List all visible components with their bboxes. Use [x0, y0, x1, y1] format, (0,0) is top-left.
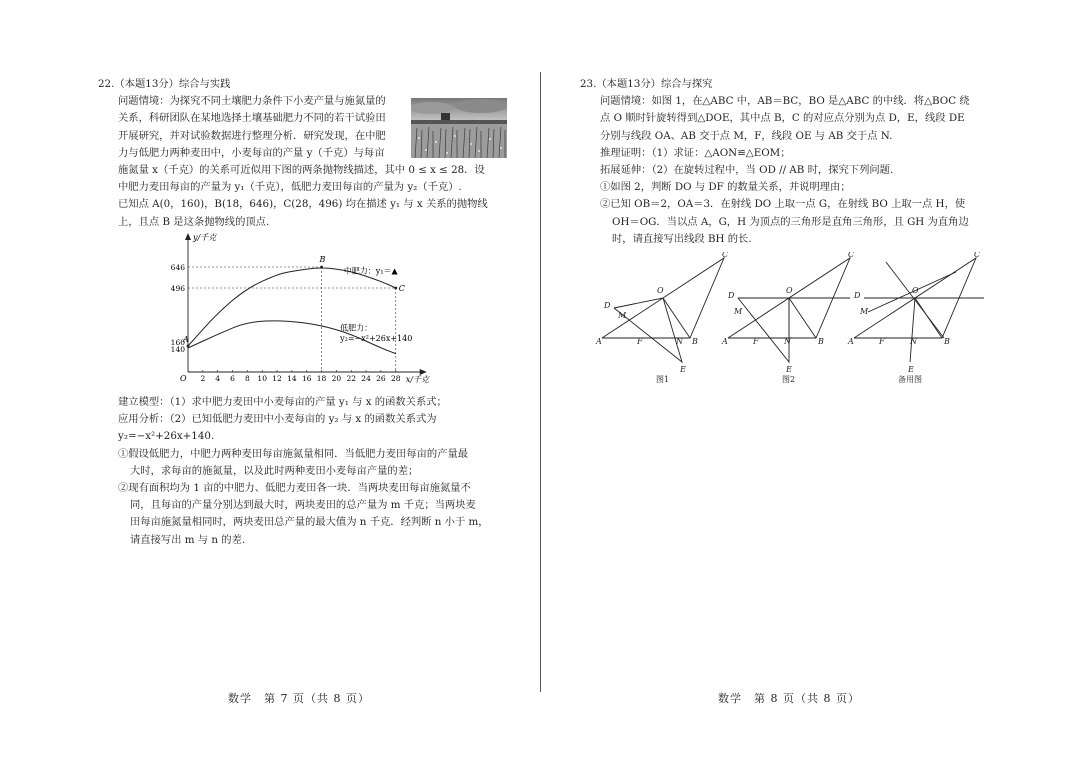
svg-text:C: C	[974, 252, 981, 259]
q22-sub2-cont: 田每亩施氮量相同时，两块麦田总产量的最大值为 n 千克．经判断 n 小于 m，	[130, 516, 489, 529]
q22-sub2-cont: 同，且每亩的产量分别达到最大时，两块麦田的总产量为 m 千克；当两块麦	[130, 499, 476, 512]
svg-text:F: F	[637, 337, 643, 346]
y-tick-label: 496	[170, 284, 185, 293]
parabola-chart	[166, 230, 476, 390]
point-label-C: C	[398, 284, 405, 293]
q23-intro-line: 问题情境：如图 1，在△ABC 中，AB＝BC，BO 是△ABC 的中线．将△BOC 绕	[600, 95, 970, 108]
low-fertility-annotation: 低肥力：	[340, 323, 373, 333]
svg-text:D: D	[604, 301, 611, 310]
q22-tasks	[118, 394, 510, 549]
x-tick-label: 28	[390, 374, 401, 383]
point-B	[320, 266, 323, 269]
svg-text:M: M	[860, 307, 869, 316]
point-A	[187, 345, 190, 348]
q22-heading: 22.（本题13分）综合与实践	[98, 78, 231, 90]
x-tick-label: 20	[331, 374, 342, 383]
backup-figure-label: 备用图	[898, 375, 922, 384]
q23-sub1: ①如图 2，判断 DO 与 DF 的数量关系，并说明理由；	[600, 181, 851, 194]
q22-intro-line: 中肥力麦田每亩的产量为 y₁（千克），低肥力麦田每亩的产量为 y₂（千克）.	[118, 181, 462, 194]
y-axis-arrow	[185, 233, 191, 240]
q22-intro-line: 施氮量 x（千克）的关系可近似用下图的两条抛物线描述，其中 0 ≤ x ≤ 28．设	[118, 164, 485, 177]
x-tick-label: 4	[215, 374, 221, 383]
column-divider	[540, 72, 541, 692]
q22-apply-text: 应用分析：（2）已知低肥力麦田中小麦每亩的 y₂ 与 x 的函数关系式为 y₂=−x²+26x+140.	[118, 413, 437, 443]
y-tick-label: 140	[170, 345, 185, 354]
q23-intro-line: 点 O 顺时针旋转得到△DOE，其中点 B，C 的对应点分别为点 D，E，线段 DE	[600, 112, 965, 125]
svg-text:B: B	[818, 337, 824, 346]
q22-intro-line: 上，且点 B 是这条抛物线的顶点.	[118, 215, 270, 228]
x-tick-label: 26	[376, 374, 386, 383]
svg-text:D: D	[854, 291, 861, 300]
svg-text:E: E	[680, 365, 686, 374]
q22-intro-line: 开展研究，并对试验数据进行整理分析．研究发现，在中肥	[118, 129, 386, 142]
x-axis-label: x/千克	[405, 375, 429, 384]
q23-sub2-cont: OH＝OG．当以点 A，G，H 为顶点的三角形是直角三角形，且 GH 为直角边	[612, 215, 969, 228]
svg-text:E: E	[786, 365, 792, 374]
page-8-footer: 数学 第 8 页（共 8 页）	[718, 692, 860, 705]
svg-text:N: N	[784, 337, 791, 346]
svg-text:O: O	[657, 286, 664, 295]
q22-intro-line: 问题情境：为探究不同土壤肥力条件下小麦产量与施氮量的	[118, 95, 386, 108]
svg-text:A: A	[722, 337, 728, 346]
svg-text:D: D	[728, 291, 735, 300]
x-tick-label: 24	[361, 374, 371, 383]
question-22	[98, 76, 510, 546]
svg-text:A: A	[596, 337, 602, 346]
svg-text:M: M	[618, 311, 627, 320]
point-label-B: B	[319, 255, 326, 264]
point-label-A: A	[183, 335, 189, 344]
q23-sub2-cont: 时，请直接写出线段 BH 的长.	[612, 232, 752, 245]
figure-1-label: 图1	[656, 375, 670, 384]
wheat-field-photo	[411, 98, 507, 158]
svg-text:B: B	[944, 337, 950, 346]
q22-sub1-cont: 大时，求每亩的施氮量，以及此时两种麦田小麦每亩产量的差；	[130, 464, 419, 477]
svg-text:B: B	[692, 337, 698, 346]
q23-heading: 23.（本题13分）综合与探究	[580, 78, 713, 90]
origin-label: O	[180, 374, 187, 383]
svg-text:A: A	[848, 337, 854, 346]
low-fertility-formula: y₂=−x²+26x+140	[340, 333, 413, 343]
y-tick-label: 646	[170, 263, 185, 272]
chart-guides	[188, 267, 396, 372]
chart-axes	[185, 233, 427, 375]
x-tick-label: 2	[200, 374, 206, 383]
point-C	[394, 287, 397, 290]
y-tick-label: 160	[170, 338, 185, 347]
x-tick-label: 16	[301, 374, 312, 383]
svg-text:E: E	[908, 365, 914, 374]
y-axis-label: y/千克	[193, 233, 217, 242]
q22-model-text: 建立模型：（1）求中肥力麦田中小麦每亩的产量 y₁ 与 x 的函数关系式；	[118, 396, 447, 408]
q22-model	[118, 394, 510, 411]
x-tick-label: 8	[244, 374, 250, 383]
q23-intro	[600, 93, 988, 248]
q23-prove: 推理证明：（1）求证：△AON≌△EOM；	[600, 146, 791, 159]
figure-2-diagram	[728, 258, 850, 362]
q23-extend: 拓展延伸：（2）在旋转过程中，当 OD // AB 时，探究下列问题.	[600, 164, 894, 177]
q22-sub2: ②现有面积均为 1 亩的中肥力、低肥力麦田各一块．当两块麦田每亩施氮量不	[118, 482, 471, 495]
svg-text:O: O	[786, 286, 793, 295]
medium-fertility-annotation: 中肥力：y₁＝▲	[343, 266, 398, 276]
q22-intro-line: 已知点 A(0，160)，B(18，646)，C(28，496) 均在描述 y₁ 与 x 关系的抛物线	[118, 198, 488, 211]
svg-text:M: M	[734, 307, 743, 316]
x-tick-label: 10	[257, 374, 267, 383]
q22-intro-line: 关系，科研团队在某地选择土壤基础肥力不同的若干试验田	[118, 112, 386, 125]
x-tick-label: 14	[287, 374, 297, 383]
q23-sub2: ②已知 OB＝2，OA＝3．在射线 DO 上取一点 G，在射线 BO 上取一点 H，使	[600, 198, 966, 211]
chart-labels	[171, 233, 430, 384]
x-tick-label: 12	[272, 374, 282, 383]
q22-sub2-cont: 请直接写出 m 与 n 的差.	[130, 533, 246, 546]
page-7-footer: 数学 第 7 页（共 8 页）	[228, 692, 370, 705]
svg-text:F: F	[753, 337, 759, 346]
q22-apply	[118, 411, 510, 445]
svg-text:N: N	[676, 337, 683, 346]
svg-text:C: C	[848, 252, 855, 259]
svg-text:N: N	[910, 337, 917, 346]
q22-intro-line: 力与低肥力两种麦田中，小麦每亩的产量 y（千克）与每亩	[118, 146, 385, 159]
figure-1-diagram	[602, 258, 724, 362]
x-tick-label: 22	[346, 374, 357, 383]
svg-text:F: F	[879, 337, 885, 346]
q22-sub1: ①假设低肥力，中肥力两种麦田每亩施氮量相同．当低肥力麦田每亩的产量最	[118, 447, 469, 460]
svg-text:O: O	[912, 286, 919, 295]
figure-2-label: 图2	[782, 375, 796, 384]
geometry-figures	[594, 252, 984, 386]
backup-figure-diagram	[854, 258, 984, 362]
x-tick-label: 6	[230, 374, 235, 383]
q23-intro-line: 分别与线段 OA、AB 交于点 M，F，线段 OE 与 AB 交于点 N.	[600, 129, 893, 142]
x-tick-label: 18	[316, 374, 327, 383]
svg-text:C: C	[722, 252, 729, 259]
question-23	[580, 76, 988, 384]
